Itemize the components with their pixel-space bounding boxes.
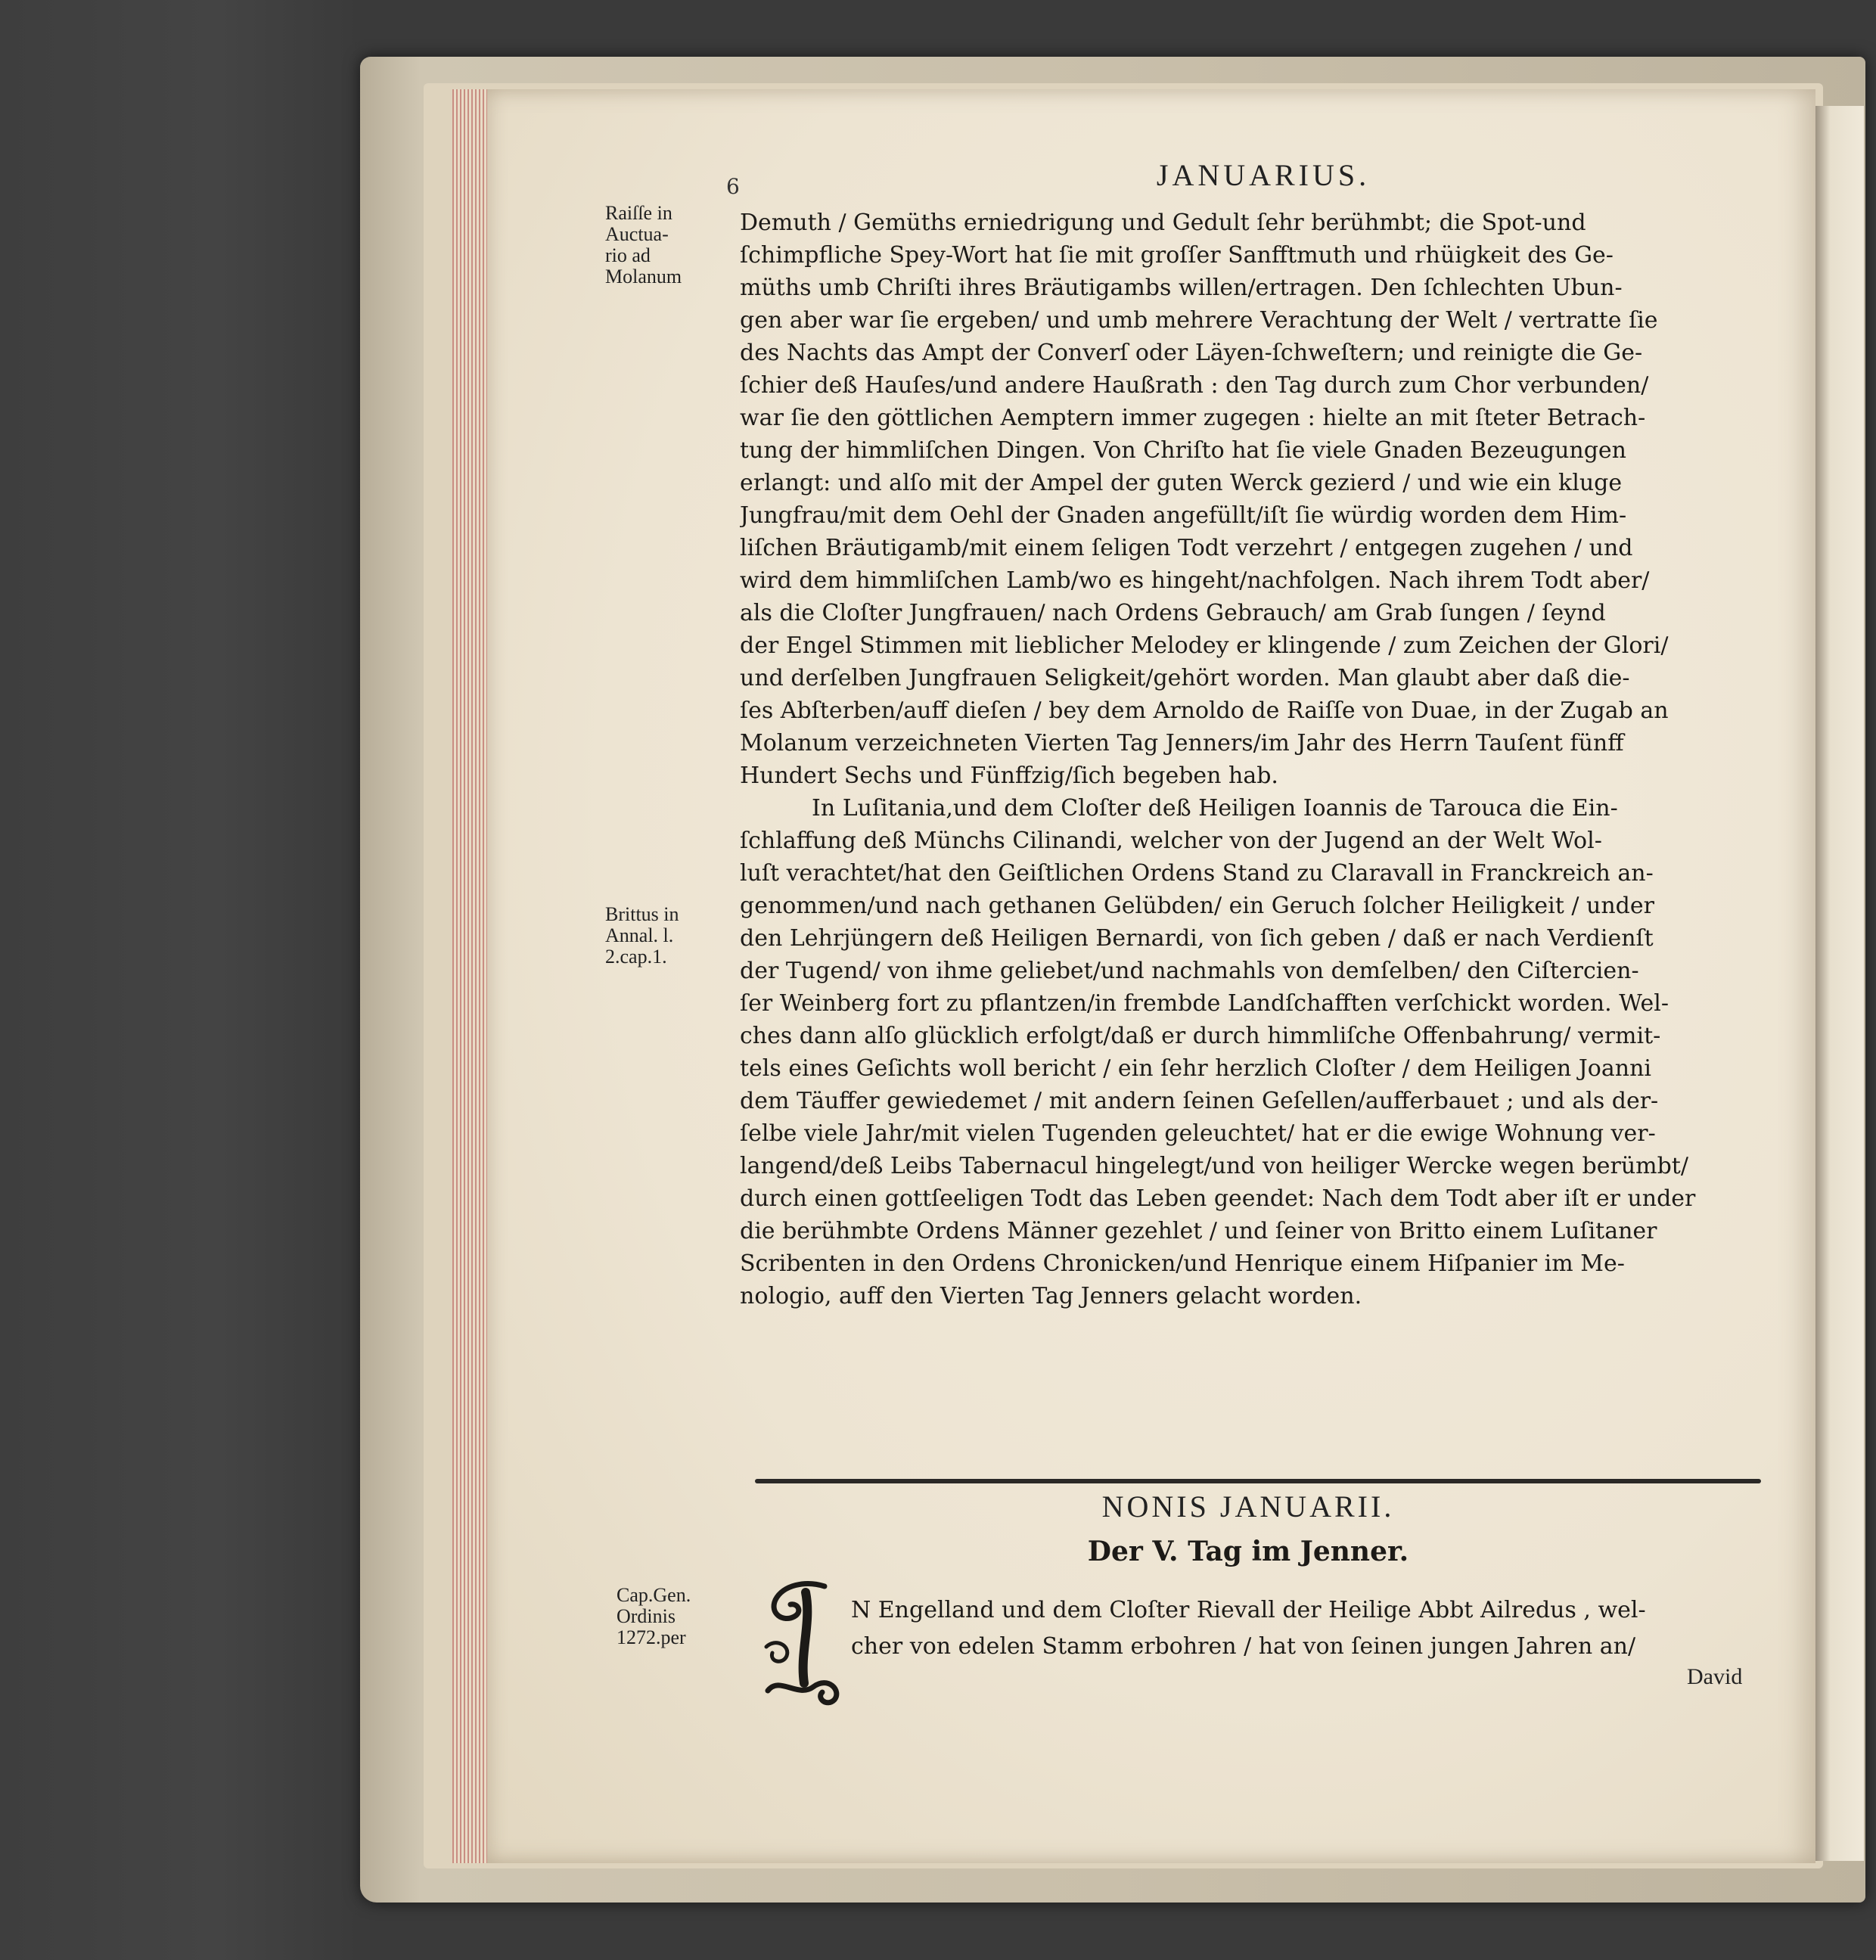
margin-note-raisse: Raiſſe in Auctua- rio ad Molanum [605, 202, 682, 287]
page-number: 6 [726, 174, 740, 199]
text-line: durch einen gottſeeligen Todt das Leben geendet: Nach dem Todt aber iſt er under [740, 1185, 1696, 1212]
text-line: ſchier deß Hauſes/und andere Haußrath : den Tag durch zum Chor verbunden/ [740, 372, 1649, 399]
text-line: erlangt: und alſo mit der Ampel der guten Werck gezierd / und wie ein kluge [740, 470, 1623, 496]
text-line: ſelbe viele Jahr/mit vielen Tugenden geleuchtet/ hat er die ewige Wohnung ver- [740, 1120, 1656, 1147]
text-line: tels eines Geſichts woll bericht / ein ſehr herzlich Cloſter / dem Heiligen Joanni [740, 1055, 1651, 1082]
text-line: als die Cloſter Jungfrauen/ nach Ordens Gebrauch/ am Grab ſungen / ſeynd [740, 600, 1606, 626]
text-line: genommen/und nach gethanen Gelübden/ ein Geruch ſolcher Heiligkeit / under [740, 893, 1654, 919]
text-line: ſchlaffung deß Münchs Cilinandi, welcher von der Jugend an der Welt Wol- [740, 828, 1602, 854]
text-line: nologio, auff den Vierten Tag Jenners gelacht worden. [740, 1283, 1362, 1309]
text-line: tung der himmliſchen Dingen. Von Chriſto hat ſie viele Gnaden Bezeugungen [740, 437, 1626, 464]
text-line: die berühmbte Ordens Männer gezehlet / und ſeiner von Britto einem Luſitaner [740, 1218, 1657, 1244]
text-line: Demuth / Gemüths erniedrigung und Gedult ſehr berühmbt; die Spot-und [740, 210, 1586, 236]
text-line: ſes Abſterben/auff dieſen / bey dem Arnoldo de Raiſſe von Duae, in der Zugab an [740, 697, 1669, 724]
text-line: Hundert Sechs und Fünffzig/ſich begeben hab. [740, 763, 1278, 789]
text-line: den Lehrjüngern deß Heiligen Bernardi, von ſich geben / daß er nach Verdienſt [740, 925, 1654, 952]
running-head: JANUARIUS. [1156, 158, 1371, 192]
text-line: Molanum verzeichneten Vierten Tag Jenners/im Jahr des Herrn Tauſent fünff [740, 730, 1624, 756]
text-line: In Luſitania,und dem Cloſter deß Heiligen Ioannis de Tarouca die Ein- [812, 795, 1618, 822]
text-line: Scribenten in den Ordens Chronicken/und Henrique einem Hiſpanier im Me- [740, 1250, 1625, 1277]
text-line: ches dann alſo glücklich erfolgt/daß er durch himmliſche Offenbahrung/ vermit- [740, 1023, 1661, 1049]
section-divider-rule [755, 1479, 1761, 1483]
text-line: luſt verachtet/hat den Geiſtlichen Ordens Stand zu Claravall in Franckreich an- [740, 860, 1654, 887]
text-line: N Engelland und dem Cloſter Rievall der Heilige Abbt Ailredus , wel- [851, 1597, 1646, 1623]
text-line: cher von edelen Stamm erbohren / hat von ſeinen jungen Jahren an/ [851, 1633, 1636, 1660]
text-line: gen aber war ſie ergeben/ und umb mehrere Verachtung der Welt / vertratte ſie [740, 307, 1658, 334]
text-line: langend/deß Leibs Tabernacul hingelegt/und von heiliger Wercke wegen berümbt/ [740, 1153, 1688, 1179]
text-line: der Engel Stimmen mit lieblicher Melodey er klingende / zum Zeichen der Glori/ [740, 632, 1669, 659]
text-line: ſchimpfliche Spey-Wort hat ſie mit groſſer Sanfftmuth und rhüigkeit des Ge- [740, 242, 1614, 269]
background-left [0, 0, 362, 1960]
text-line: wird dem himmliſchen Lamb/wo es hingeht/nachfolgen. Nach ihrem Todt aber/ [740, 567, 1650, 594]
text-line: war ſie den göttlichen Aemptern immer zugegen : hielte an mit ſteter Betrach- [740, 405, 1646, 431]
text-line: Jungfrau/mit dem Oehl der Gnaden angefüllt/iſt ſie würdig worden dem Him- [740, 502, 1627, 529]
text-line: dem Täuffer gewiedemet / mit andern ſeinen Geſellen/aufferbauet ; und als der- [740, 1088, 1659, 1114]
section-text [851, 1592, 1778, 1665]
catchword: David [1687, 1664, 1743, 1689]
text-line: müths umb Chriſti ihres Bräutigambs willen/ertragen. Den ſchlechten Ubun- [740, 275, 1623, 301]
margin-note-cap-gen: Cap.Gen. Ordinis 1272.per [617, 1584, 691, 1648]
body-text [740, 207, 1772, 1312]
margin-note-brittus: Brittus in Annal. l. 2.cap.1. [605, 903, 679, 968]
text-line: und derſelben Jungfrauen Seligkeit/gehört worden. Man glaubt aber daß die- [740, 665, 1630, 691]
text-line: der Tugend/ von ihme geliebet/und nachmahls von demſelben/ den Ciſtercien- [740, 958, 1639, 984]
text-line: des Nachts das Ampt der Converſ oder Läyen-ſchweſtern; und reinigte die Ge- [740, 340, 1643, 366]
text-line: ſer Weinberg fort zu pflantzen/in frembde Landſchafften verſchickt worden. Wel- [740, 990, 1669, 1017]
day-heading: Der V. Tag im Jenner. [1087, 1536, 1409, 1567]
text-line: liſchen Bräutigamb/mit einem ſeligen Todt verzehrt / entgegen zugehen / und [740, 535, 1633, 561]
decorated-initial-i-icon [753, 1577, 851, 1706]
red-page-edges [452, 89, 487, 1863]
section-title: NONIS JANUARII. [1101, 1489, 1395, 1524]
facing-page-edge [1815, 106, 1864, 1861]
